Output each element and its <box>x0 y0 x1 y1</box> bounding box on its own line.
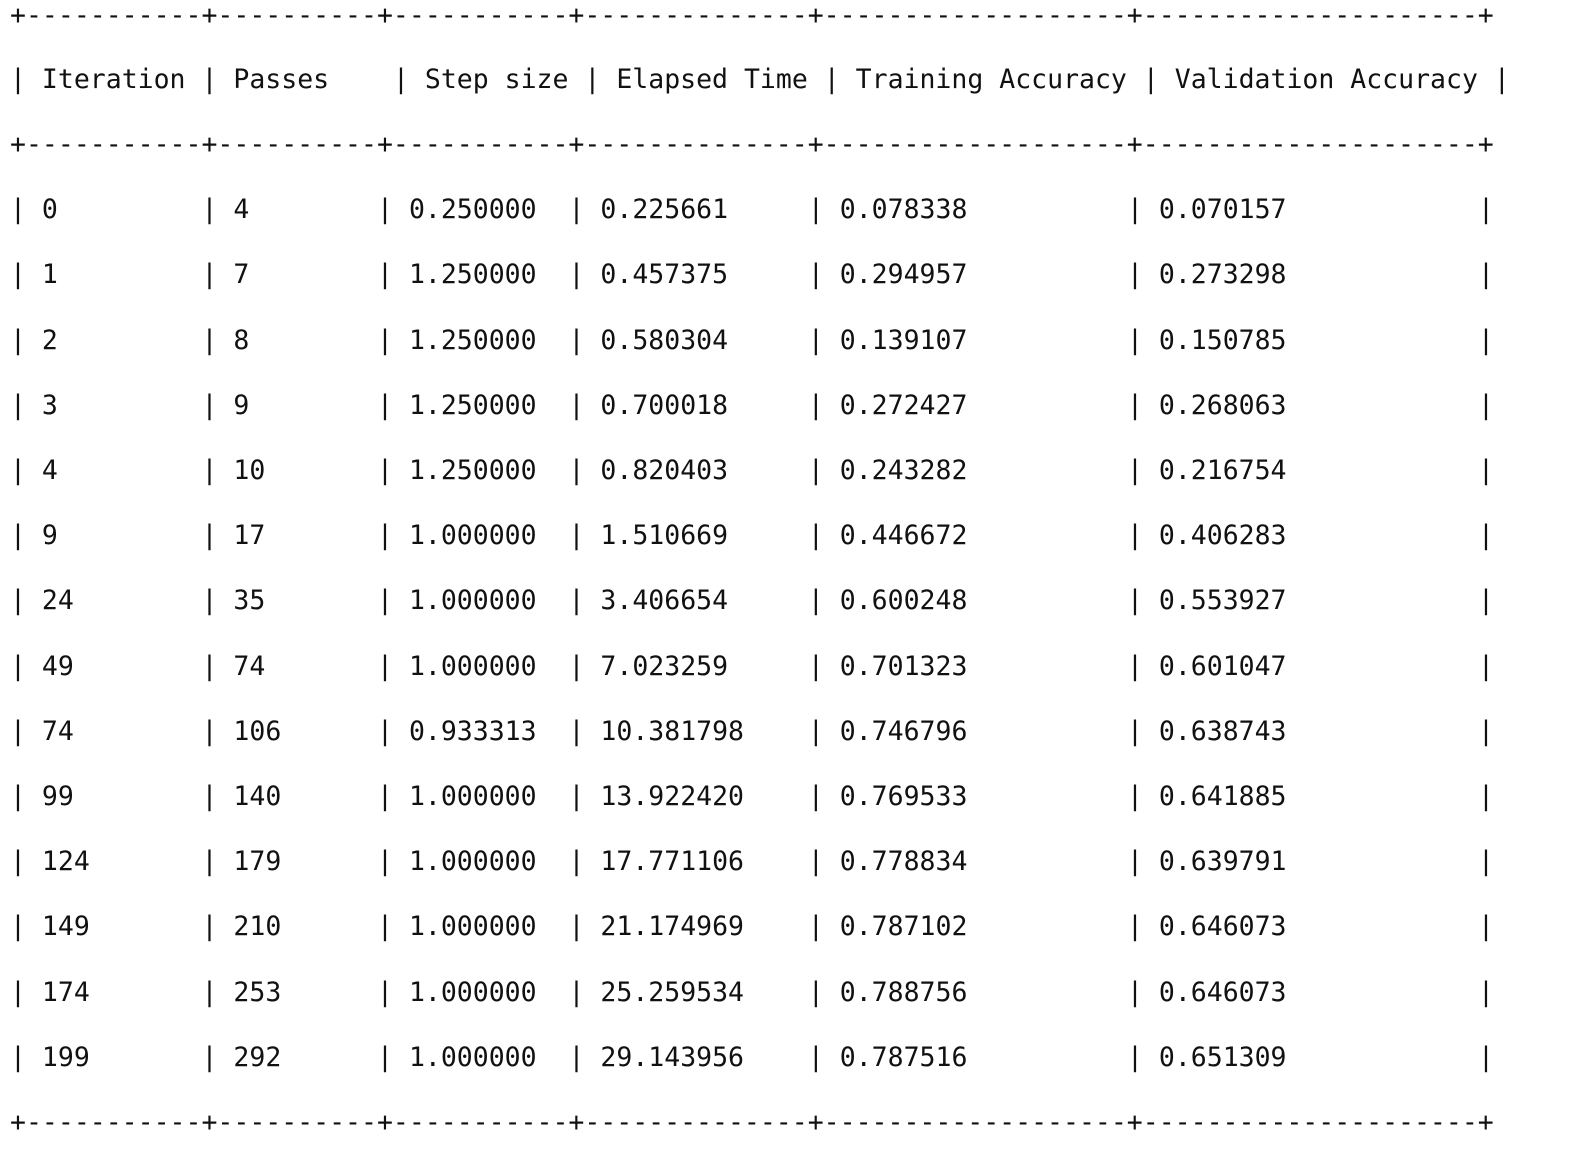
cell-step-size: 1.000000 <box>408 585 537 616</box>
cell-elapsed-time: 0.820403 <box>600 455 729 486</box>
cell-step-size: 1.000000 <box>408 781 537 812</box>
cell-validation-accuracy: 0.273298 <box>1158 259 1287 290</box>
cell-training-accuracy: 0.600248 <box>839 585 968 616</box>
cell-step-size: 1.000000 <box>408 651 537 682</box>
table-row: | 124 | 179 | 1.000000 | 17.771106 | 0.778834 | 0.639791 | <box>10 846 1494 877</box>
cell-elapsed-time: 21.174969 <box>600 911 745 942</box>
cell-step-size: 1.250000 <box>408 259 537 290</box>
table-row: | 49 | 74 | 1.000000 | 7.023259 | 0.701323 | 0.601047 | <box>10 651 1494 682</box>
cell-training-accuracy: 0.294957 <box>839 259 968 290</box>
cell-elapsed-time: 0.457375 <box>600 259 729 290</box>
cell-validation-accuracy: 0.553927 <box>1158 585 1287 616</box>
cell-step-size: 1.000000 <box>408 520 537 551</box>
cell-passes: 253 <box>233 977 282 1008</box>
cell-iteration: 49 <box>41 651 74 682</box>
column-header-training-accuracy: Training Accuracy <box>855 64 1127 95</box>
cell-training-accuracy: 0.078338 <box>839 194 968 225</box>
cell-validation-accuracy: 0.638743 <box>1158 716 1287 747</box>
cell-passes: 140 <box>233 781 282 812</box>
cell-step-size: 1.250000 <box>408 325 537 356</box>
table-row: | 149 | 210 | 1.000000 | 21.174969 | 0.787102 | 0.646073 | <box>10 911 1494 942</box>
cell-elapsed-time: 10.381798 <box>600 716 745 747</box>
column-header-passes: Passes <box>233 64 330 95</box>
table-row: | 199 | 292 | 1.000000 | 29.143956 | 0.787516 | 0.651309 | <box>10 1042 1494 1073</box>
cell-step-size: 1.250000 <box>408 390 537 421</box>
cell-validation-accuracy: 0.216754 <box>1158 455 1287 486</box>
cell-passes: 8 <box>233 325 250 356</box>
cell-passes: 4 <box>233 194 250 225</box>
table-row: | 24 | 35 | 1.000000 | 3.406654 | 0.600248 | 0.553927 | <box>10 585 1494 616</box>
table-row: | 9 | 17 | 1.000000 | 1.510669 | 0.446672 | 0.406283 | <box>10 520 1494 551</box>
cell-training-accuracy: 0.787102 <box>839 911 968 942</box>
cell-elapsed-time: 13.922420 <box>600 781 745 812</box>
table-row: | 3 | 9 | 1.250000 | 0.700018 | 0.272427 | 0.268063 | <box>10 390 1494 421</box>
cell-passes: 17 <box>233 520 266 551</box>
cell-elapsed-time: 25.259534 <box>600 977 745 1008</box>
cell-iteration: 9 <box>41 520 58 551</box>
cell-validation-accuracy: 0.150785 <box>1158 325 1287 356</box>
cell-passes: 179 <box>233 846 282 877</box>
cell-iteration: 3 <box>41 390 58 421</box>
cell-training-accuracy: 0.701323 <box>839 651 968 682</box>
table-row: | 74 | 106 | 0.933313 | 10.381798 | 0.746796 | 0.638743 | <box>10 716 1494 747</box>
table-row: | 4 | 10 | 1.250000 | 0.820403 | 0.243282 | 0.216754 | <box>10 455 1494 486</box>
cell-passes: 210 <box>233 911 282 942</box>
cell-validation-accuracy: 0.268063 <box>1158 390 1287 421</box>
cell-elapsed-time: 0.580304 <box>600 325 729 356</box>
cell-training-accuracy: 0.243282 <box>839 455 968 486</box>
cell-step-size: 0.933313 <box>408 716 537 747</box>
cell-step-size: 1.000000 <box>408 846 537 877</box>
cell-passes: 7 <box>233 259 250 290</box>
cell-training-accuracy: 0.272427 <box>839 390 968 421</box>
table-row: | 99 | 140 | 1.000000 | 13.922420 | 0.769533 | 0.641885 | <box>10 781 1494 812</box>
table-header-row: | Iteration | Passes | Step size | Elapsed Time | Training Accuracy | Validation Accuracy | <box>10 64 1510 95</box>
cell-passes: 35 <box>233 585 266 616</box>
cell-iteration: 4 <box>41 455 58 486</box>
cell-validation-accuracy: 0.651309 <box>1158 1042 1287 1073</box>
cell-iteration: 124 <box>41 846 90 877</box>
cell-iteration: 1 <box>41 259 58 290</box>
cell-step-size: 1.000000 <box>408 911 537 942</box>
table-row: | 0 | 4 | 0.250000 | 0.225661 | 0.078338 | 0.070157 | <box>10 194 1494 225</box>
cell-step-size: 1.250000 <box>408 455 537 486</box>
cell-iteration: 24 <box>41 585 74 616</box>
cell-elapsed-time: 29.143956 <box>600 1042 745 1073</box>
column-header-validation-accuracy: Validation Accuracy <box>1174 64 1478 95</box>
cell-step-size: 1.000000 <box>408 977 537 1008</box>
cell-training-accuracy: 0.746796 <box>839 716 968 747</box>
cell-elapsed-time: 17.771106 <box>600 846 745 877</box>
cell-elapsed-time: 0.225661 <box>600 194 729 225</box>
table-row: | 174 | 253 | 1.000000 | 25.259534 | 0.788756 | 0.646073 | <box>10 977 1494 1008</box>
cell-training-accuracy: 0.788756 <box>839 977 968 1008</box>
cell-iteration: 99 <box>41 781 74 812</box>
cell-passes: 10 <box>233 455 266 486</box>
column-header-iteration: Iteration <box>41 64 186 95</box>
cell-iteration: 199 <box>41 1042 90 1073</box>
cell-passes: 292 <box>233 1042 282 1073</box>
cell-elapsed-time: 3.406654 <box>600 585 729 616</box>
cell-passes: 106 <box>233 716 282 747</box>
cell-training-accuracy: 0.769533 <box>839 781 968 812</box>
cell-iteration: 174 <box>41 977 90 1008</box>
cell-training-accuracy: 0.139107 <box>839 325 968 356</box>
table-border-header: +-----------+----------+-----------+--------------+-------------------+---------------------+ <box>10 129 1494 160</box>
cell-iteration: 2 <box>41 325 58 356</box>
cell-iteration: 74 <box>41 716 74 747</box>
column-header-step-size: Step size <box>424 64 569 95</box>
cell-passes: 9 <box>233 390 250 421</box>
cell-training-accuracy: 0.787516 <box>839 1042 968 1073</box>
cell-elapsed-time: 1.510669 <box>600 520 729 551</box>
cell-validation-accuracy: 0.646073 <box>1158 977 1287 1008</box>
cell-validation-accuracy: 0.646073 <box>1158 911 1287 942</box>
table-row: | 1 | 7 | 1.250000 | 0.457375 | 0.294957 | 0.273298 | <box>10 259 1494 290</box>
cell-validation-accuracy: 0.070157 <box>1158 194 1287 225</box>
table-row: | 2 | 8 | 1.250000 | 0.580304 | 0.139107 | 0.150785 | <box>10 325 1494 356</box>
table-border-bottom: +-----------+----------+-----------+--------------+-------------------+---------------------+ <box>10 1107 1494 1138</box>
cell-validation-accuracy: 0.641885 <box>1158 781 1287 812</box>
cell-iteration: 0 <box>41 194 58 225</box>
column-header-elapsed-time: Elapsed Time <box>616 64 808 95</box>
cell-training-accuracy: 0.446672 <box>839 520 968 551</box>
cell-validation-accuracy: 0.639791 <box>1158 846 1287 877</box>
table-border-top: +-----------+----------+-----------+--------------+-------------------+---------------------+ <box>10 0 1494 31</box>
cell-elapsed-time: 7.023259 <box>600 651 729 682</box>
cell-training-accuracy: 0.778834 <box>839 846 968 877</box>
cell-step-size: 1.000000 <box>408 1042 537 1073</box>
cell-validation-accuracy: 0.406283 <box>1158 520 1287 551</box>
cell-iteration: 149 <box>41 911 90 942</box>
cell-step-size: 0.250000 <box>408 194 537 225</box>
cell-passes: 74 <box>233 651 266 682</box>
cell-validation-accuracy: 0.601047 <box>1158 651 1287 682</box>
cell-elapsed-time: 0.700018 <box>600 390 729 421</box>
